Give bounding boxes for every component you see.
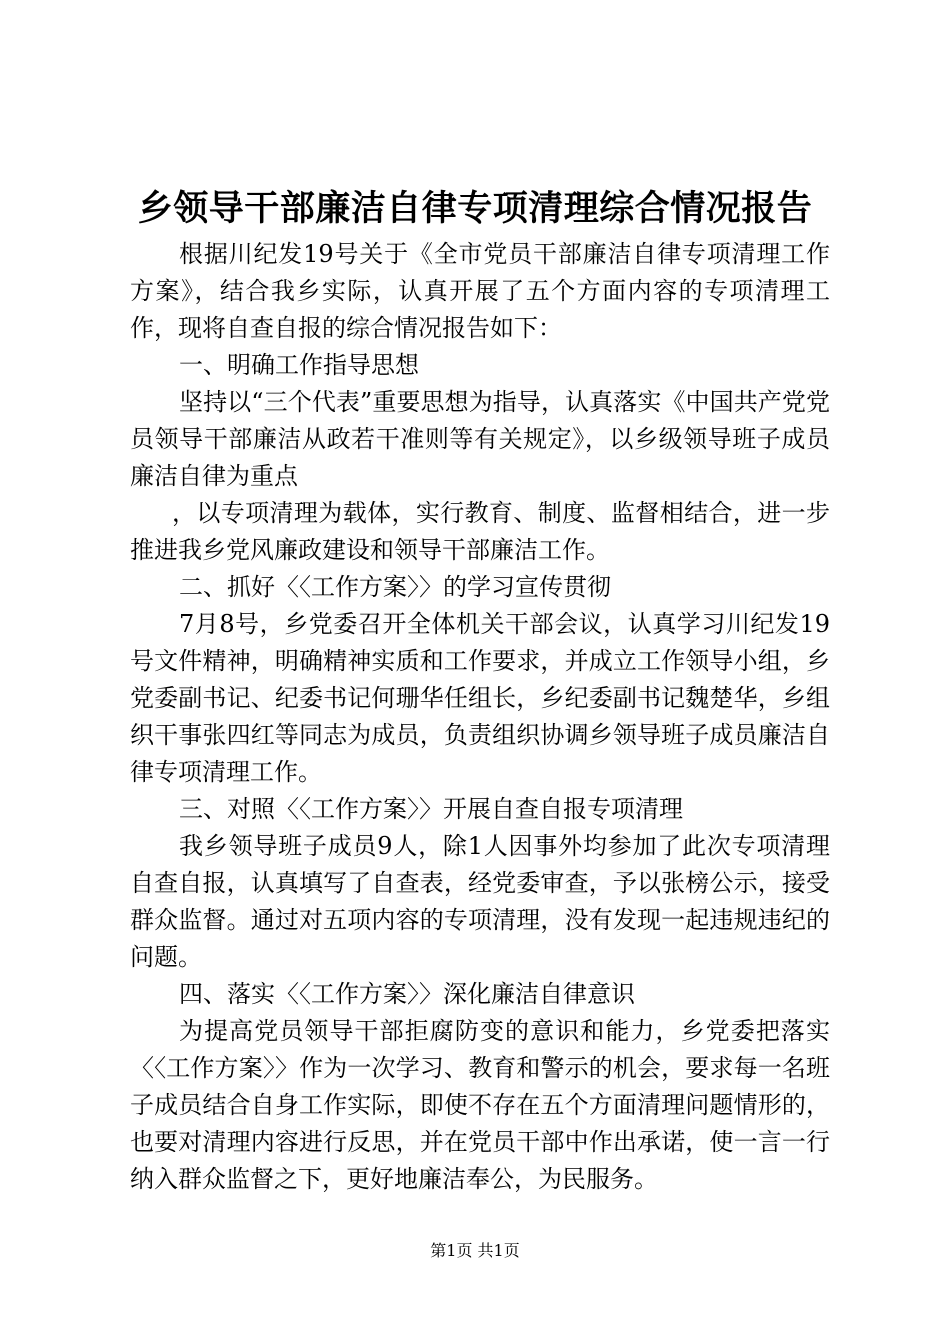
- document-title: 乡领导干部廉洁自律专项清理综合情况报告: [137, 188, 813, 229]
- section-heading-3: 三、对照〈〈工作方案〉〉开展自查自报专项清理: [179, 795, 683, 823]
- page-number: 第1页 共1页: [430, 1241, 520, 1260]
- section-heading-1: 一、明确工作指导思想: [179, 351, 419, 379]
- body-paragraph: 我乡领导班子成员9人，除1人因事外均参加了此次专项清理自查自报，认真填写了自查表，经党委审查，予以张榜公示，接受群众监督。通过对五项内容的专项清理，没有发现一起违规违纪的问题。: [130, 832, 830, 971]
- document-body: [130, 236, 830, 1198]
- body-paragraph: 7月8号，乡党委召开全体机关干部会议，认真学习川纪发19号文件精神，明确精神实质和工作要求，并成立工作领导小组，乡党委副书记、纪委书记何珊华任组长，乡纪委副书记魏楚华，乡组织干事张四红等同志为成员，负责组织协调乡领导班子成员廉洁自律专项清理工作。: [130, 610, 830, 786]
- section-heading-4: 四、落实〈〈工作方案〉〉深化廉洁自律意识: [179, 980, 635, 1008]
- body-paragraph: ，以专项清理为载体，实行教育、制度、监督相结合，进一步推进我乡党风廉政建设和领导干部廉洁工作。: [130, 499, 830, 564]
- intro-paragraph: 根据川纪发19号关于《全市党员干部廉洁自律专项清理工作方案》，结合我乡实际，认真开展了五个方面内容的专项清理工作，现将自查自报的综合情况报告如下：: [130, 240, 830, 342]
- body-paragraph: 坚持以“三个代表”重要思想为指导，认真落实《中国共产党党员领导干部廉洁从政若干准则等有关规定》，以乡级领导班子成员廉洁自律为重点: [130, 388, 830, 490]
- section-heading-2: 二、抓好〈〈工作方案〉〉的学习宣传贯彻: [179, 573, 611, 601]
- body-paragraph: 为提高党员领导干部拒腐防变的意识和能力，乡党委把落实〈〈工作方案〉〉作为一次学习、教育和警示的机会，要求每一名班子成员结合自身工作实际，即使不存在五个方面清理问题情形的，也要对清理内容进行反思，并在党员干部中作出承诺，使一言一行纳入群众监督之下，更好地廉洁奉公，为民服务。: [130, 1017, 830, 1193]
